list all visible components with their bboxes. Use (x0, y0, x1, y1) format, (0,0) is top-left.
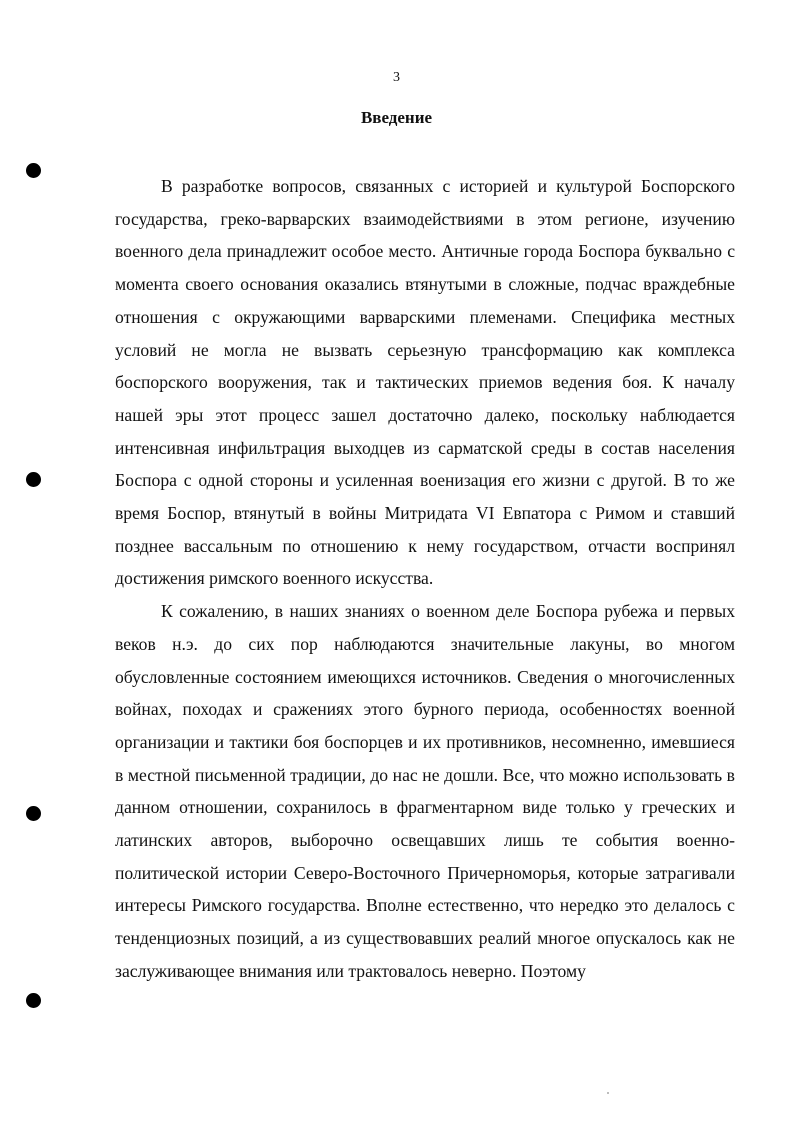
binder-hole-4 (26, 993, 41, 1008)
page-number: 3 (393, 70, 400, 85)
page-title: Введение (360, 108, 433, 127)
binder-hole-2 (26, 472, 41, 487)
paragraph-1: В разработке вопросов, связанных с историей и культурой Боспорского государства, греко-варварских взаимодействиями в этом регионе, изучению военного дела принадлежит особое место. Античные города Боспора буквально с момента своего основания оказались втянутыми в сложные, подчас враждебные отношения с окружающими варварскими племенами. Специфика местных условий не могла не вызвать серьезную трансформацию как комплекса боспорского вооружения, так и тактических приемов ведения боя. К началу нашей эры этот процесс зашел достаточно далеко, поскольку наблюдается интенсивная инфильтрация выходцев из сарматской среды в состав населения Боспора с одной стороны и усиленная военизация его жизни с другой. В то же время Боспор, втянутый в войны Митридата VI Евпатора с Римом и ставший позднее вассальным по отношению к нему государством, отчасти воспринял достижения римского военного искусства. (115, 176, 735, 589)
scan-speck (607, 1092, 609, 1094)
binder-hole-3 (26, 806, 41, 821)
document-body (115, 170, 735, 988)
paragraph-2: К сожалению, в наших знаниях о военном деле Боспора рубежа и первых веков н.э. до сих пор наблюдаются значительные лакуны, во многом обусловленные состоянием имеющихся источников. Сведения о многочисленных войнах, походах и сражениях этого бурного периода, особенностях военной организации и тактики боя боспорцев и их противников, несомненно, имевшиеся в местной письменной традиции, до нас не дошли. Все, что можно использовать в данном отношении, сохранилось в фрагментарном виде только у греческих и латинских авторов, выборочно освещавших лишь те события военно-политической истории Северо-Восточного Причерноморья, которые затрагивали интересы Римского государства. Вполне естественно, что нередко это делалось с тенденциозных позиций, а из существовавших реалий многое опускалось как не заслуживающее внимания или трактовалось неверно. Поэтому (115, 601, 735, 981)
binder-hole-1 (26, 163, 41, 178)
